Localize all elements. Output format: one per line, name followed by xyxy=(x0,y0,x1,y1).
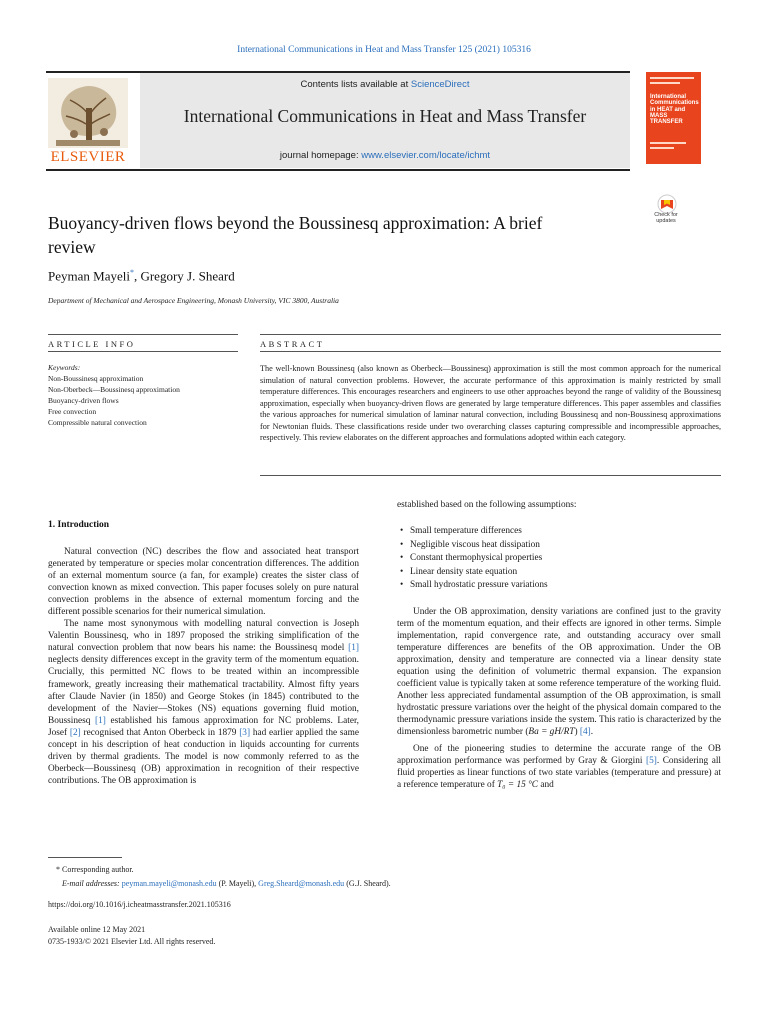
section-heading-introduction: 1. Introduction xyxy=(48,520,110,530)
journal-cover-thumbnail[interactable] xyxy=(646,72,701,164)
email-addresses xyxy=(62,879,391,888)
abstract-rule-2 xyxy=(260,351,721,352)
keyword-item: Free convection xyxy=(48,407,97,416)
math-formula: T₀ = 15 °C xyxy=(497,779,539,790)
text-run: and xyxy=(538,779,554,790)
text-run: neglects density differences except in the gravity term of the momentum equation. Crucially, this permitted NC flows to be treated within an incompressible framework, greatly increasing their mathematical tractability. Almost fifty years after Claude Navier (in 1850) and George Stokes (in 1845) contributed to the development of the Navier—Stokes (NS) equations governing fluid motion, Boussinesq xyxy=(48,655,359,726)
available-online-date: Available online 12 May 2021 xyxy=(48,925,146,934)
corresponding-author-note: * Corresponding author. xyxy=(56,865,134,874)
sciencedirect-link[interactable]: ScienceDirect xyxy=(410,79,470,90)
text-run: recognised that Anton Oberbeck in 1879 xyxy=(80,727,240,738)
assumption-item: • Negligible viscous heat dissipation xyxy=(400,539,548,553)
affiliation: Department of Mechanical and Aerospace Engineering, Monash University, VIC 3800, Australia xyxy=(48,296,339,305)
abstract-heading: ABSTRACT xyxy=(260,339,325,349)
keyword-item: Non-Boussinesq approximation xyxy=(48,374,144,383)
left-column xyxy=(48,546,359,787)
footnote-rule xyxy=(48,857,122,858)
check-for-updates-label[interactable] xyxy=(640,212,692,224)
author-name[interactable]: Peyman Mayeli xyxy=(48,268,130,284)
cover-stripe xyxy=(650,77,694,79)
cover-stripe xyxy=(650,82,680,84)
homepage-link[interactable]: www.elsevier.com/locate/ichmt xyxy=(361,150,491,161)
assumptions-intro: established based on the following assumptions: xyxy=(397,500,577,510)
email-owner: (G.J. Sheard). xyxy=(344,879,391,888)
journal-homepage-line xyxy=(140,150,630,161)
text-run: had earlier applied the same concept in his description of heat conduction in liquids accounting for currents driven by thermal gradients. The model is now commonly referred to as the Oberbeck—Boussinesq (OB) approximation in recognition of their respective contributions. The OB approximation is xyxy=(48,727,359,786)
text-run: . xyxy=(590,727,594,738)
email-owner: (P. Mayeli), xyxy=(216,879,259,888)
doi-link[interactable]: https://doi.org/10.1016/j.icheatmasstransfer.2021.105316 xyxy=(48,900,231,909)
assumption-item: • Small temperature differences xyxy=(400,525,548,539)
reference-link[interactable]: [2] xyxy=(69,727,81,738)
author-list xyxy=(48,268,235,284)
cover-title: International Communications in HEAT and MASS TRANSFER xyxy=(650,94,699,126)
paragraph xyxy=(48,618,359,787)
reference-link[interactable]: [1] xyxy=(348,643,359,654)
reference-link[interactable]: [3] xyxy=(239,727,251,738)
article-title: Buoyancy-driven flows beyond the Boussinesq approximation: A brief review xyxy=(48,213,543,257)
journal-title: International Communications in Heat and Mass Transfer xyxy=(183,106,587,126)
copyright-line: 0735-1933/© 2021 Elsevier Ltd. All rights reserved. xyxy=(48,937,216,946)
right-column-intro xyxy=(397,499,721,511)
text-run: ) xyxy=(574,727,580,738)
cover-stripe xyxy=(650,147,674,149)
cover-stripe xyxy=(650,142,686,144)
text-run: Under the OB approximation, density variations are confined just to the gravity term of the momentum equation, and their effects are ignored in other terms. Simple implementation, rapid convergence rate, and outstanding accuracy over small temperature differences are benefits of the OB approximation. Under the OB approximation, density and temperature are connected via a linear density state equation using the definition of volumetric thermal expansion. The expansion coefficient value is typically taken at some reference temperature of the working fluid. Another less appreciated fundamental assumption of the OB approximation, is small hydrostatic pressure variations over the height of the physical domain compared to the thermodynamic pressure variations inside the system. This ratio is characterized by the dimensionless barometric number ( xyxy=(397,607,721,738)
keyword-item: Non-Oberbeck—Boussinesq approximation xyxy=(48,385,180,394)
paragraph xyxy=(397,606,721,739)
abstract-bottom-rule xyxy=(260,475,721,476)
abstract-rule xyxy=(260,334,721,335)
article-info-rule xyxy=(48,334,238,335)
keyword-list xyxy=(48,373,180,428)
keyword-item: Compressible natural convection xyxy=(48,418,147,427)
corresponding-author-mark[interactable]: * xyxy=(129,268,134,277)
badge-line-1: Check for xyxy=(654,212,678,218)
assumption-item: • Constant thermophysical properties xyxy=(400,552,548,566)
assumption-list xyxy=(400,525,548,593)
paragraph: Natural convection (NC) describes the flow and associated heat transport generated by temperature or species molar concentration differences. The addition of an external momentum source (a fan, for example) creates the sister class of convection known as mixed convection. This paper focuses solely on pure natural convection problems in the absence of external momentum forcing and the different possible scenarios for their numerical simulation. xyxy=(48,547,359,618)
reference-link[interactable]: [5] xyxy=(646,755,657,766)
homepage-prefix: journal homepage: xyxy=(279,150,362,161)
right-column xyxy=(397,606,721,791)
journal-citation[interactable]: International Communications in Heat and Mass Transfer 125 (2021) 105316 xyxy=(237,45,531,55)
header-bottom-rule xyxy=(46,169,630,171)
email-label: E-mail addresses: xyxy=(62,879,122,888)
article-info-rule-2 xyxy=(48,351,238,352)
publisher-name: ELSEVIER xyxy=(50,149,126,165)
article-info-heading: ARTICLE INFO xyxy=(48,339,136,349)
reference-link[interactable]: [1] xyxy=(95,715,106,726)
contents-prefix: Contents lists available at xyxy=(300,79,411,90)
keyword-item: Buoyancy-driven flows xyxy=(48,396,119,405)
reference-link[interactable]: [4] xyxy=(579,727,591,738)
email-link[interactable]: Greg.Sheard@monash.edu xyxy=(258,879,345,888)
contents-line xyxy=(140,79,630,90)
email-link[interactable]: peyman.mayeli@monash.edu xyxy=(121,879,217,888)
math-formula: Ba = gH/RT xyxy=(528,727,575,738)
author-name[interactable]: , Gregory J. Sheard xyxy=(133,268,235,284)
text-run: established his famous approximation for NC problems. Later, Josef xyxy=(48,715,359,738)
text-run: The name most synonymous with modelling natural convection is Joseph Valentin Boussinesq, who in 1897 proposed the striking simplification of the natural convection problem that now bears his name: the Boussinesq model xyxy=(48,619,359,654)
assumption-item: • Linear density state equation xyxy=(400,566,548,580)
text-run: One of the pioneering studies to determine the accurate range of the OB approximation performance was performed by Gray & Giorgini xyxy=(397,743,721,766)
paragraph xyxy=(397,743,721,791)
text-run: . Considering all fluid properties as linear functions of two state variables (temperature and pressure) at a reference temperature of xyxy=(397,755,721,790)
assumption-item: • Small hydrostatic pressure variations xyxy=(400,579,548,593)
abstract-text: The well-known Boussinesq (also known as Oberbeck—Boussinesq) approximation is still the most common approach for the numerical simulation of natural convection problems. However, the accurate performance of this approximation is mainly restricted by small temperature differences. This encourages researchers and engineers to use other approaches beyond the range of validity of the Boussinesq approximation, especially when buoyancy-driven flows are generated by large temperature differences. This paper assembles and classifies the various approaches for numerical simulation of laminar natural convection, including Boussinesq and non-Boussinesq approximations for Newtonian fluids. These classifications reside under two overarching classes capturing compressible and incompressible approaches, respectively. This review elaborates on the different approaches and formulations adopted within each category. xyxy=(260,364,721,442)
keywords-label: Keywords: xyxy=(48,363,81,372)
badge-line-2: updates xyxy=(656,218,676,225)
